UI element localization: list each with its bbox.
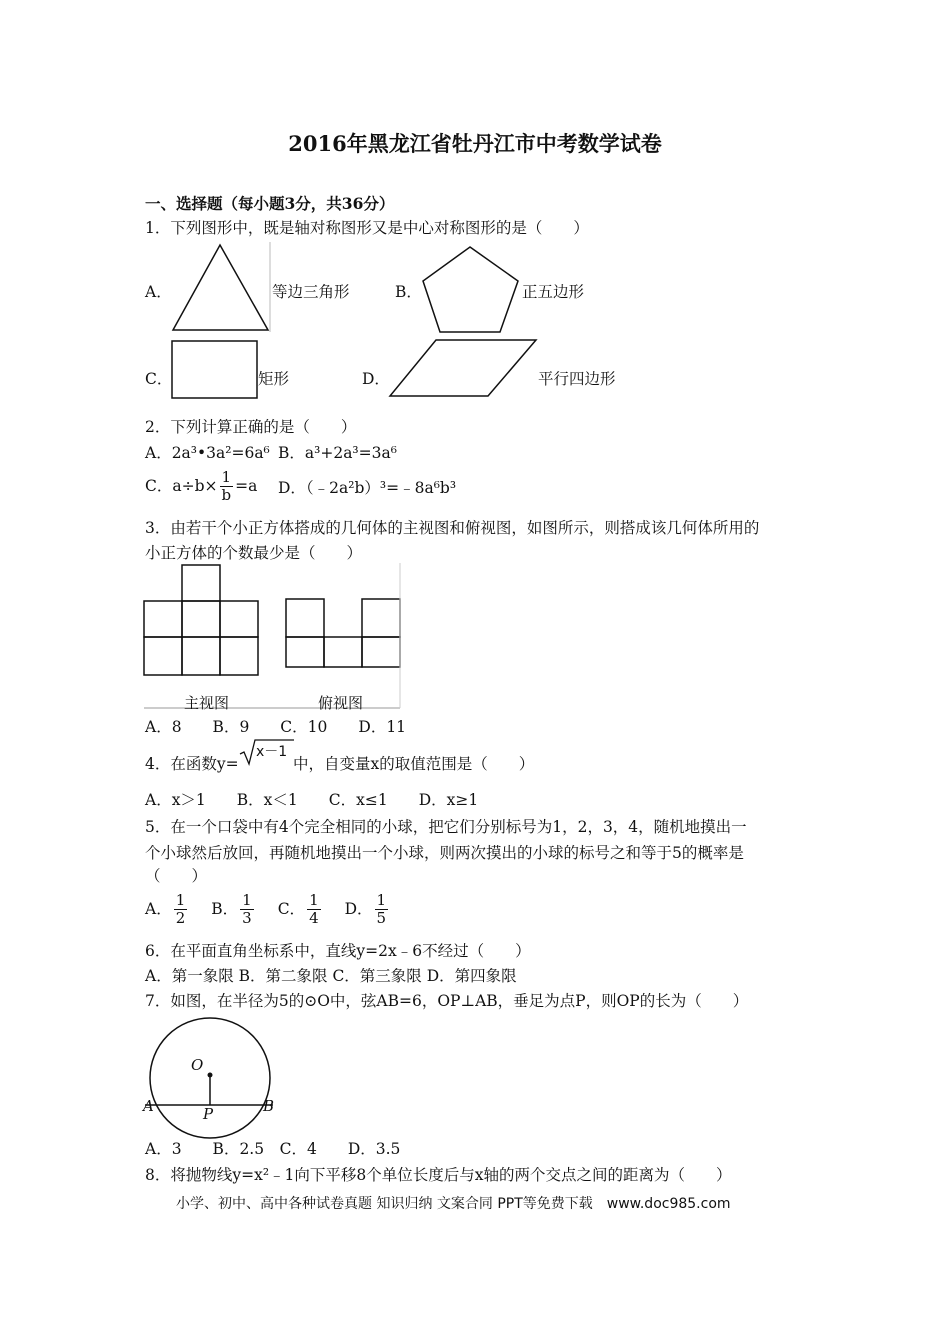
q2-option-b: B．a³+2a³=3a⁶ [278, 444, 397, 462]
q2-option-c-fraction [220, 469, 234, 504]
top-view-grid [286, 599, 400, 667]
label-a: A [143, 1097, 154, 1115]
q5-option-c-fraction [307, 892, 321, 927]
q5-options [145, 888, 390, 930]
main-view-grid [144, 565, 258, 675]
fraction-denominator: 2 [175, 908, 186, 927]
parallelogram-figure [388, 338, 540, 400]
q1-option-c-label: 矩形 [258, 370, 290, 388]
q5-option-d-fraction [375, 892, 389, 927]
fraction-numerator: 1 [242, 890, 252, 909]
q1-option-d-label: 平行四边形 [538, 370, 616, 388]
center-point [208, 1073, 213, 1078]
q6-options: A．第一象限 B．第二象限 C．第三象限 D．第四象限 [145, 967, 517, 985]
q2-option-c [145, 466, 257, 506]
q1-option-b-letter: B． [395, 283, 422, 301]
q4-stem-suffix: 中，自变量x的取值范围是（ ） [293, 755, 535, 773]
q2-option-a: A．2a³•3a²=6a⁶ [145, 444, 270, 462]
q2-option-c-suffix: =a [235, 477, 258, 495]
equilateral-triangle-figure [170, 242, 272, 334]
q3-stem-line1: 3．由若干个小正方体搭成的几何体的主视图和俯视图，如图所示，则搭成该几何体所用的 [145, 519, 760, 537]
q4-radicand: x－1 [256, 744, 288, 760]
q1-option-d-letter: D． [362, 370, 390, 388]
page-title: 2016年黑龙江省牡丹江市中考数学试卷 [288, 131, 662, 156]
pentagon-shape [423, 247, 518, 332]
regular-pentagon-figure [420, 244, 522, 336]
main-view-label: 主视图 [184, 694, 230, 712]
q5-option-c-letter: C． [277, 900, 306, 918]
fraction-denominator: 5 [376, 908, 387, 927]
fraction-denominator: 3 [242, 908, 252, 927]
fraction-numerator: 1 [309, 890, 319, 909]
fraction-numerator: 1 [175, 890, 186, 909]
parallelogram-shape [390, 340, 536, 396]
q3-views-figure [142, 563, 404, 713]
fraction-denominator: b [221, 485, 232, 504]
section-heading: 一、选择题（每小题3分，共36分） [145, 194, 395, 213]
q4-options: A．x＞1 B．x＜1 C．x≤1 D．x≥1 [145, 791, 479, 809]
q1-option-b-label: 正五边形 [522, 283, 585, 301]
label-b: B [263, 1097, 275, 1115]
q4-stem-prefix: 4．在函数y= [145, 755, 239, 773]
q2-stem: 2．下列计算正确的是（ ） [145, 418, 357, 436]
q7-stem: 7．如图，在半径为5的⊙O中，弦AB=6，OP⊥AB，垂足为点P，则OP的长为（ ） [145, 992, 749, 1010]
q5-stem-line2: 个小球然后放回，再随机地摸出一个小球，则两次摸出的小球的标号之和等于5的概率是 [145, 844, 744, 862]
rectangle-shape [172, 341, 257, 398]
triangle-shape [173, 245, 268, 330]
q5-option-a-letter: A． [145, 900, 172, 918]
q5-option-a-fraction [174, 892, 188, 927]
q2-option-d: D．（﹣2a²b）³=﹣8a⁶b³ [278, 479, 457, 497]
q1-option-a-label: 等边三角形 [272, 283, 350, 301]
q3-stem-line2: 小正方体的个数最少是（ ） [145, 544, 363, 562]
q5-option-b-fraction [240, 892, 254, 927]
footer-ad-text: 小学、初中、高中各种试卷真题 知识归纳 文案合同 PPT等免费下载 www.doc985.com [176, 1196, 731, 1212]
top-view-label: 俯视图 [318, 694, 364, 712]
q5-option-b-letter: B． [211, 900, 239, 918]
q2-option-c-prefix: C．a÷b× [145, 477, 218, 495]
fraction-denominator: 4 [309, 908, 319, 927]
q5-stem-line1: 5．在一个口袋中有4个完全相同的小球，把它们分别标号为1，2，3，4，随机地摸出一 [145, 818, 747, 836]
fraction-numerator: 1 [376, 890, 387, 909]
label-p: P [203, 1105, 214, 1123]
q5-option-d-letter: D． [344, 900, 373, 918]
fraction-numerator: 1 [220, 469, 234, 487]
q1-option-a-letter: A． [145, 283, 172, 301]
q3-options: A．8 B．9 C．10 D．11 [145, 718, 407, 736]
q5-stem-line3: （ ） [145, 867, 208, 885]
q8-stem: 8．将抛物线y=x²﹣1向下平移8个单位长度后与x轴的两个交点之间的距离为（ ） [145, 1166, 732, 1184]
rectangle-figure [170, 340, 260, 400]
label-o: O [191, 1056, 204, 1074]
q6-stem: 6．在平面直角坐标系中，直线y=2x﹣6不经过（ ） [145, 942, 531, 960]
q1-stem: 1．下列图形中，既是轴对称图形又是中心对称图形的是（ ） [145, 219, 589, 237]
q1-option-c-letter: C． [145, 370, 173, 388]
q7-options: A．3 B．2.5 C．4 D．3.5 [145, 1140, 401, 1158]
